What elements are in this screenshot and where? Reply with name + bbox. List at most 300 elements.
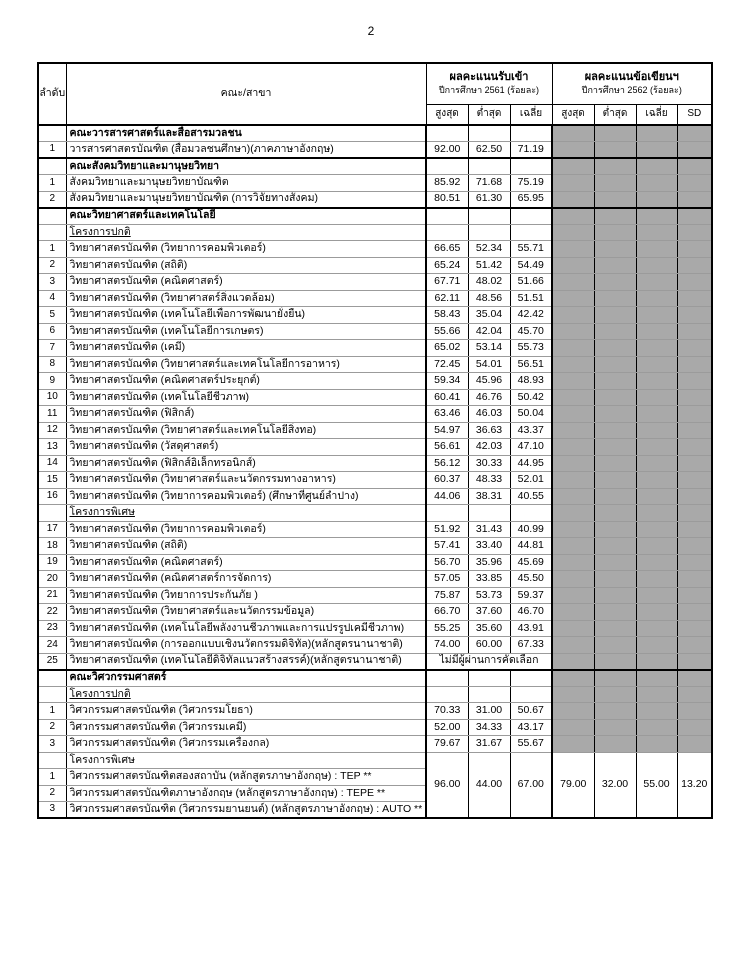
cell-score-2562-0 (552, 290, 594, 307)
cell-score-2561-2: 51.51 (510, 290, 552, 307)
cell-program-name (66, 488, 426, 505)
table-row-3 (38, 175, 712, 192)
table-row-0 (38, 125, 712, 142)
table-row-9 (38, 274, 712, 291)
cell-score-2562-0 (552, 736, 594, 753)
cell-score-2561-0: 59.34 (426, 373, 468, 390)
program-name-text: วิศวกรรมศาสตรบัณฑิตภาษาอังกฤษ (หลักสูตรภาษาอังกฤษ) : TEPE ** (69, 786, 386, 799)
cell-program-name (66, 241, 426, 258)
cell-score-2562-1 (594, 224, 636, 241)
cell-program-name (66, 769, 426, 786)
program-name-text: วิศวกรรมศาสตรบัณฑิต (วิศวกรรมโยธา) (69, 704, 253, 717)
cell-score-2562-1 (594, 653, 636, 670)
cell-score-2562-0 (552, 406, 594, 423)
table-row-15 (38, 373, 712, 390)
cell-score-2562-3 (677, 323, 712, 340)
cell-score-2562-0 (552, 340, 594, 357)
program-name-text: โครงการพิเศษ (69, 506, 135, 519)
cell-score-2561-1 (468, 505, 510, 522)
cell-score-2562-3 (677, 241, 712, 258)
table-row-5 (38, 208, 712, 225)
cell-row-number: 13 (38, 439, 66, 456)
cell-row-number: 20 (38, 571, 66, 588)
cell-score-2562-2 (636, 719, 677, 736)
cell-score-2561-0 (426, 686, 468, 703)
header-sd-2562: SD (677, 104, 712, 125)
cell-score-2562-2: 55.00 (636, 752, 677, 818)
cell-score-2562-3 (677, 224, 712, 241)
cell-score-2561-2: 65.95 (510, 191, 552, 208)
cell-score-2562-1 (594, 521, 636, 538)
cell-score-2562-0 (552, 125, 594, 142)
cell-row-number: 22 (38, 604, 66, 621)
cell-score-2561-1: 35.96 (468, 554, 510, 571)
program-name-text: วิทยาศาสตรบัณฑิต (วิทยาศาสตร์และนวัตกรรมข้อมูล) (69, 605, 315, 618)
cell-score-2562-2 (636, 406, 677, 423)
cell-score-2562-2 (636, 439, 677, 456)
cell-score-2561-2: 51.66 (510, 274, 552, 291)
table-row-32 (38, 653, 712, 670)
cell-score-2561-2: 50.42 (510, 389, 552, 406)
cell-score-2561-1 (468, 670, 510, 687)
cell-program-name (66, 472, 426, 489)
cell-score-2561-1: 42.03 (468, 439, 510, 456)
cell-row-number: 12 (38, 422, 66, 439)
cell-score-2561-0: 55.66 (426, 323, 468, 340)
cell-score-2561-2: 43.91 (510, 620, 552, 637)
cell-score-2562-3 (677, 406, 712, 423)
cell-score-2561-0: 92.00 (426, 142, 468, 159)
cell-score-2562-2 (636, 125, 677, 142)
cell-score-2562-0 (552, 389, 594, 406)
cell-score-2561-0: 60.37 (426, 472, 468, 489)
program-name-text: วิทยาศาสตรบัณฑิต (คณิตศาสตร์ประยุกต์) (69, 374, 260, 387)
cell-score-2562-3 (677, 571, 712, 588)
cell-score-2561-0: 75.87 (426, 587, 468, 604)
cell-row-number (38, 158, 66, 175)
cell-row-number: 3 (38, 736, 66, 753)
program-name-text: วิทยาศาสตรบัณฑิต (สถิติ) (69, 539, 188, 552)
cell-score-2562-1 (594, 158, 636, 175)
cell-score-2562-1 (594, 356, 636, 373)
cell-score-2562-1 (594, 587, 636, 604)
cell-program-name (66, 752, 426, 769)
cell-score-2562-2 (636, 389, 677, 406)
cell-score-2561-1: 53.73 (468, 587, 510, 604)
cell-score-2561-1: 46.76 (468, 389, 510, 406)
program-name-text: วิทยาศาสตรบัณฑิต (วิทยาการคอมพิวเตอร์) (ศึกษาที่ศูนย์ลำปาง) (69, 489, 359, 502)
cell-score-2561-2: 47.10 (510, 439, 552, 456)
cell-score-2562-1: 32.00 (594, 752, 636, 818)
cell-score-2562-0 (552, 571, 594, 588)
program-name-text: วิศวกรรมศาสตรบัณฑิต (วิศวกรรมเคมี) (69, 720, 247, 733)
cell-row-number (38, 686, 66, 703)
cell-score-2561-1 (468, 686, 510, 703)
cell-score-2562-0 (552, 307, 594, 324)
page-number: 2 (367, 24, 375, 38)
program-name-text: วิทยาศาสตรบัณฑิต (เทคโนโลยีพลังงานชีวภาพและการแปรรูปเคมีชีวภาพ) (69, 621, 405, 634)
cell-score-2561-2: 55.71 (510, 241, 552, 258)
cell-score-2562-1 (594, 389, 636, 406)
cell-score-2562-0 (552, 158, 594, 175)
cell-score-2562-3 (677, 389, 712, 406)
cell-score-2562-1 (594, 488, 636, 505)
header-no: ลำดับ (38, 63, 66, 125)
cell-program-name (66, 373, 426, 390)
cell-score-2562-2 (636, 521, 677, 538)
admission-scores-table (37, 62, 713, 819)
cell-score-2561-1: 48.56 (468, 290, 510, 307)
table-row-20 (38, 455, 712, 472)
cell-score-2561-2: 75.19 (510, 175, 552, 192)
cell-row-number (38, 752, 66, 769)
cell-row-number: 1 (38, 142, 66, 159)
cell-score-2562-3 (677, 142, 712, 159)
cell-score-2562-1 (594, 208, 636, 225)
header-group-2561 (426, 63, 552, 104)
cell-score-2562-2 (636, 257, 677, 274)
cell-program-name (66, 406, 426, 423)
cell-score-2561-1: 62.50 (468, 142, 510, 159)
program-name-text: สังคมวิทยาและมานุษยวิทยาบัณฑิต (69, 176, 229, 189)
cell-row-number: 2 (38, 257, 66, 274)
cell-score-2562-2 (636, 571, 677, 588)
cell-score-2562-3 (677, 554, 712, 571)
cell-score-2562-3 (677, 356, 712, 373)
cell-score-2561-0: 96.00 (426, 752, 468, 818)
cell-row-number: 9 (38, 373, 66, 390)
cell-score-2562-0 (552, 604, 594, 621)
cell-row-number: 21 (38, 587, 66, 604)
cell-score-2562-3 (677, 290, 712, 307)
cell-score-2561-1: 54.01 (468, 356, 510, 373)
cell-score-2562-3 (677, 719, 712, 736)
cell-score-2562-3 (677, 125, 712, 142)
cell-score-2561-2: 54.49 (510, 257, 552, 274)
cell-program-name (66, 142, 426, 159)
cell-score-2561-0 (426, 670, 468, 687)
cell-program-name (66, 521, 426, 538)
cell-program-name (66, 571, 426, 588)
cell-row-number: 19 (38, 554, 66, 571)
cell-row-number: 10 (38, 389, 66, 406)
cell-score-2561-1: 35.60 (468, 620, 510, 637)
cell-score-2562-3 (677, 340, 712, 357)
header-group-2561-sub: ปีการศึกษา 2561 (ร้อยละ) (438, 84, 540, 95)
cell-score-2562-3 (677, 158, 712, 175)
cell-score-2561-0 (426, 505, 468, 522)
cell-program-name (66, 158, 426, 175)
cell-score-2561-2: 48.93 (510, 373, 552, 390)
cell-row-number (38, 224, 66, 241)
cell-score-2562-1 (594, 439, 636, 456)
cell-score-2562-2 (636, 653, 677, 670)
cell-program-name (66, 538, 426, 555)
program-name-text: วิทยาศาสตรบัณฑิต (เทคโนโลยีเพื่อการพัฒนายั่งยืน) (69, 308, 306, 321)
cell-score-2561-1: 61.30 (468, 191, 510, 208)
cell-score-2562-0 (552, 653, 594, 670)
cell-score-2561-1: 31.67 (468, 736, 510, 753)
cell-score-2562-1 (594, 191, 636, 208)
table-row-14 (38, 356, 712, 373)
cell-program-name (66, 686, 426, 703)
cell-score-2562-0 (552, 538, 594, 555)
cell-score-2562-0 (552, 422, 594, 439)
program-name-text: วิศวกรรมศาสตรบัณฑิต (วิศวกรรมยานยนต์) (หลักสูตรภาษาอังกฤษ) : AUTO ** (69, 802, 423, 815)
program-name-text: วิทยาศาสตรบัณฑิต (วิทยาการคอมพิวเตอร์) (69, 242, 266, 255)
table-row-11 (38, 307, 712, 324)
cell-program-name (66, 274, 426, 291)
cell-score-2561-0: 74.00 (426, 637, 468, 654)
cell-score-2562-1 (594, 637, 636, 654)
cell-score-2562-3 (677, 274, 712, 291)
cell-score-2562-0 (552, 505, 594, 522)
cell-row-number (38, 208, 66, 225)
program-name-text: โครงการปกติ (69, 225, 131, 238)
header-group-2562 (552, 63, 712, 104)
table-row-19 (38, 439, 712, 456)
table-row-21 (38, 472, 712, 489)
table-row-29 (38, 604, 712, 621)
cell-score-2562-3 (677, 604, 712, 621)
cell-score-2561-2 (510, 158, 552, 175)
cell-score-2562-3 (677, 736, 712, 753)
cell-score-2561-1: 53.14 (468, 340, 510, 357)
cell-score-2561-1: 44.00 (468, 752, 510, 818)
cell-row-number: 25 (38, 653, 66, 670)
program-name-text: วารสารศาสตรบัณฑิต (สื่อมวลชนศึกษา)(ภาคภาษาอังกฤษ) (69, 142, 334, 155)
cell-score-2562-2 (636, 703, 677, 720)
cell-score-2562-3 (677, 653, 712, 670)
cell-program-name (66, 604, 426, 621)
cell-score-2562-1 (594, 703, 636, 720)
cell-score-2561-2: 55.73 (510, 340, 552, 357)
cell-row-number (38, 670, 66, 687)
cell-score-2561-0: 63.46 (426, 406, 468, 423)
cell-score-2561-2: 43.17 (510, 719, 552, 736)
cell-score-2562-2 (636, 538, 677, 555)
cell-program-name (66, 224, 426, 241)
cell-program-name (66, 389, 426, 406)
cell-score-2561-0: 51.92 (426, 521, 468, 538)
cell-row-number: 23 (38, 620, 66, 637)
cell-score-2561-1: 45.96 (468, 373, 510, 390)
header-group-row (38, 63, 712, 104)
cell-score-2561-1: 48.33 (468, 472, 510, 489)
cell-score-2561-1: 30.33 (468, 455, 510, 472)
cell-score-2561-1: 38.31 (468, 488, 510, 505)
cell-score-2561-1: 60.00 (468, 637, 510, 654)
cell-row-number: 14 (38, 455, 66, 472)
table-row-31 (38, 637, 712, 654)
table-row-22 (38, 488, 712, 505)
cell-no-pass-note: ไม่มีผู้ผ่านการคัดเลือก (426, 653, 552, 670)
cell-row-number: 1 (38, 769, 66, 786)
cell-score-2562-3 (677, 307, 712, 324)
cell-program-name (66, 208, 426, 225)
cell-score-2561-0: 80.51 (426, 191, 468, 208)
cell-program-name (66, 257, 426, 274)
cell-row-number: 11 (38, 406, 66, 423)
cell-score-2562-0 (552, 703, 594, 720)
cell-score-2562-1 (594, 538, 636, 555)
program-name-text: วิทยาศาสตรบัณฑิต (ฟิสิกส์อิเล็กทรอนิกส์) (69, 456, 256, 469)
cell-score-2561-2: 44.95 (510, 455, 552, 472)
cell-score-2562-1 (594, 719, 636, 736)
cell-score-2562-2 (636, 554, 677, 571)
cell-score-2562-3 (677, 620, 712, 637)
cell-score-2562-0 (552, 686, 594, 703)
cell-score-2562-1 (594, 373, 636, 390)
cell-score-2562-1 (594, 307, 636, 324)
cell-score-2561-0: 56.12 (426, 455, 468, 472)
cell-program-name (66, 125, 426, 142)
table-row-18 (38, 422, 712, 439)
cell-score-2562-1 (594, 505, 636, 522)
program-name-text: วิทยาศาสตรบัณฑิต (วิทยาการคอมพิวเตอร์) (69, 522, 266, 535)
program-name-text: คณะวิศวกรรมศาสตร์ (69, 671, 167, 684)
cell-score-2562-2 (636, 637, 677, 654)
table-row-23 (38, 505, 712, 522)
cell-score-2562-0 (552, 323, 594, 340)
cell-score-2562-3 (677, 686, 712, 703)
cell-score-2561-0: 70.33 (426, 703, 468, 720)
cell-program-name (66, 455, 426, 472)
program-name-text: วิทยาศาสตรบัณฑิต (สถิติ) (69, 258, 188, 271)
cell-row-number: 15 (38, 472, 66, 489)
cell-score-2562-1 (594, 670, 636, 687)
cell-row-number: 7 (38, 340, 66, 357)
table-row-4 (38, 191, 712, 208)
table-row-2 (38, 158, 712, 175)
cell-score-2561-1: 37.60 (468, 604, 510, 621)
cell-score-2562-1 (594, 125, 636, 142)
cell-score-2562-1 (594, 290, 636, 307)
cell-score-2562-1 (594, 604, 636, 621)
cell-score-2561-2 (510, 686, 552, 703)
cell-score-2562-3 (677, 505, 712, 522)
cell-row-number (38, 125, 66, 142)
cell-score-2562-2 (636, 736, 677, 753)
cell-program-name (66, 719, 426, 736)
table-row-37 (38, 736, 712, 753)
cell-score-2562-3 (677, 455, 712, 472)
cell-score-2562-2 (636, 505, 677, 522)
cell-score-2561-1 (468, 158, 510, 175)
program-name-text: วิศวกรรมศาสตรบัณฑิต (วิศวกรรมเครื่องกล) (69, 737, 270, 750)
cell-score-2562-3 (677, 703, 712, 720)
cell-score-2562-3 (677, 439, 712, 456)
cell-score-2562-2 (636, 373, 677, 390)
header-avg-2562: เฉลี่ย (636, 104, 677, 125)
cell-score-2562-0 (552, 719, 594, 736)
program-name-text: โครงการพิเศษ (69, 753, 135, 766)
cell-score-2561-0: 44.06 (426, 488, 468, 505)
cell-score-2561-0: 57.41 (426, 538, 468, 555)
cell-program-name (66, 620, 426, 637)
cell-program-name (66, 505, 426, 522)
cell-program-name (66, 175, 426, 192)
table-row-24 (38, 521, 712, 538)
cell-score-2562-2 (636, 241, 677, 258)
cell-score-2562-1 (594, 571, 636, 588)
cell-score-2561-1: 52.34 (468, 241, 510, 258)
table-row-13 (38, 340, 712, 357)
cell-score-2562-2 (636, 208, 677, 225)
cell-score-2561-1: 51.42 (468, 257, 510, 274)
program-name-text: วิทยาศาสตรบัณฑิต (วิทยาศาสตร์และนวัตกรรมทางอาหาร) (69, 473, 336, 486)
cell-score-2561-1: 71.68 (468, 175, 510, 192)
cell-program-name (66, 637, 426, 654)
cell-score-2561-0 (426, 208, 468, 225)
cell-score-2561-1: 35.04 (468, 307, 510, 324)
table-row-16 (38, 389, 712, 406)
cell-score-2561-1 (468, 208, 510, 225)
cell-row-number: 3 (38, 802, 66, 819)
cell-score-2562-3 (677, 191, 712, 208)
cell-score-2562-2 (636, 307, 677, 324)
program-name-text: คณะวารสารศาสตร์และสื่อสารมวลชน (69, 126, 242, 139)
cell-score-2562-2 (636, 604, 677, 621)
cell-score-2562-3 (677, 488, 712, 505)
cell-score-2561-0: 66.70 (426, 604, 468, 621)
cell-score-2561-0: 52.00 (426, 719, 468, 736)
cell-score-2562-2 (636, 191, 677, 208)
cell-score-2562-2 (636, 323, 677, 340)
cell-program-name (66, 356, 426, 373)
header-program: คณะ/สาขา (66, 63, 426, 125)
cell-score-2561-2: 45.69 (510, 554, 552, 571)
cell-score-2561-2: 40.99 (510, 521, 552, 538)
cell-row-number: 1 (38, 241, 66, 258)
cell-program-name (66, 323, 426, 340)
cell-program-name (66, 736, 426, 753)
table-row-35 (38, 703, 712, 720)
header-max-2561: สูงสุด (426, 104, 468, 125)
cell-score-2562-0 (552, 620, 594, 637)
cell-score-2562-3 (677, 538, 712, 555)
cell-score-2561-2 (510, 505, 552, 522)
cell-score-2562-0 (552, 439, 594, 456)
table-row-28 (38, 587, 712, 604)
cell-score-2561-0: 65.24 (426, 257, 468, 274)
header-min-2562: ต่ำสุด (594, 104, 636, 125)
cell-score-2562-0 (552, 554, 594, 571)
cell-program-name (66, 587, 426, 604)
cell-score-2562-0 (552, 670, 594, 687)
cell-score-2562-0 (552, 455, 594, 472)
cell-score-2562-2 (636, 175, 677, 192)
cell-score-2562-2 (636, 587, 677, 604)
table-row-1 (38, 142, 712, 159)
cell-program-name (66, 439, 426, 456)
table-row-10 (38, 290, 712, 307)
cell-program-name (66, 703, 426, 720)
cell-row-number: 24 (38, 637, 66, 654)
cell-score-2561-2: 56.51 (510, 356, 552, 373)
cell-score-2561-1: 34.33 (468, 719, 510, 736)
cell-score-2562-1 (594, 472, 636, 489)
table-row-33 (38, 670, 712, 687)
cell-program-name (66, 653, 426, 670)
cell-score-2562-1 (594, 422, 636, 439)
table-row-26 (38, 554, 712, 571)
table-row-6 (38, 224, 712, 241)
cell-score-2561-0: 56.70 (426, 554, 468, 571)
cell-score-2561-2: 59.37 (510, 587, 552, 604)
cell-score-2561-0: 79.67 (426, 736, 468, 753)
cell-score-2561-2 (510, 670, 552, 687)
